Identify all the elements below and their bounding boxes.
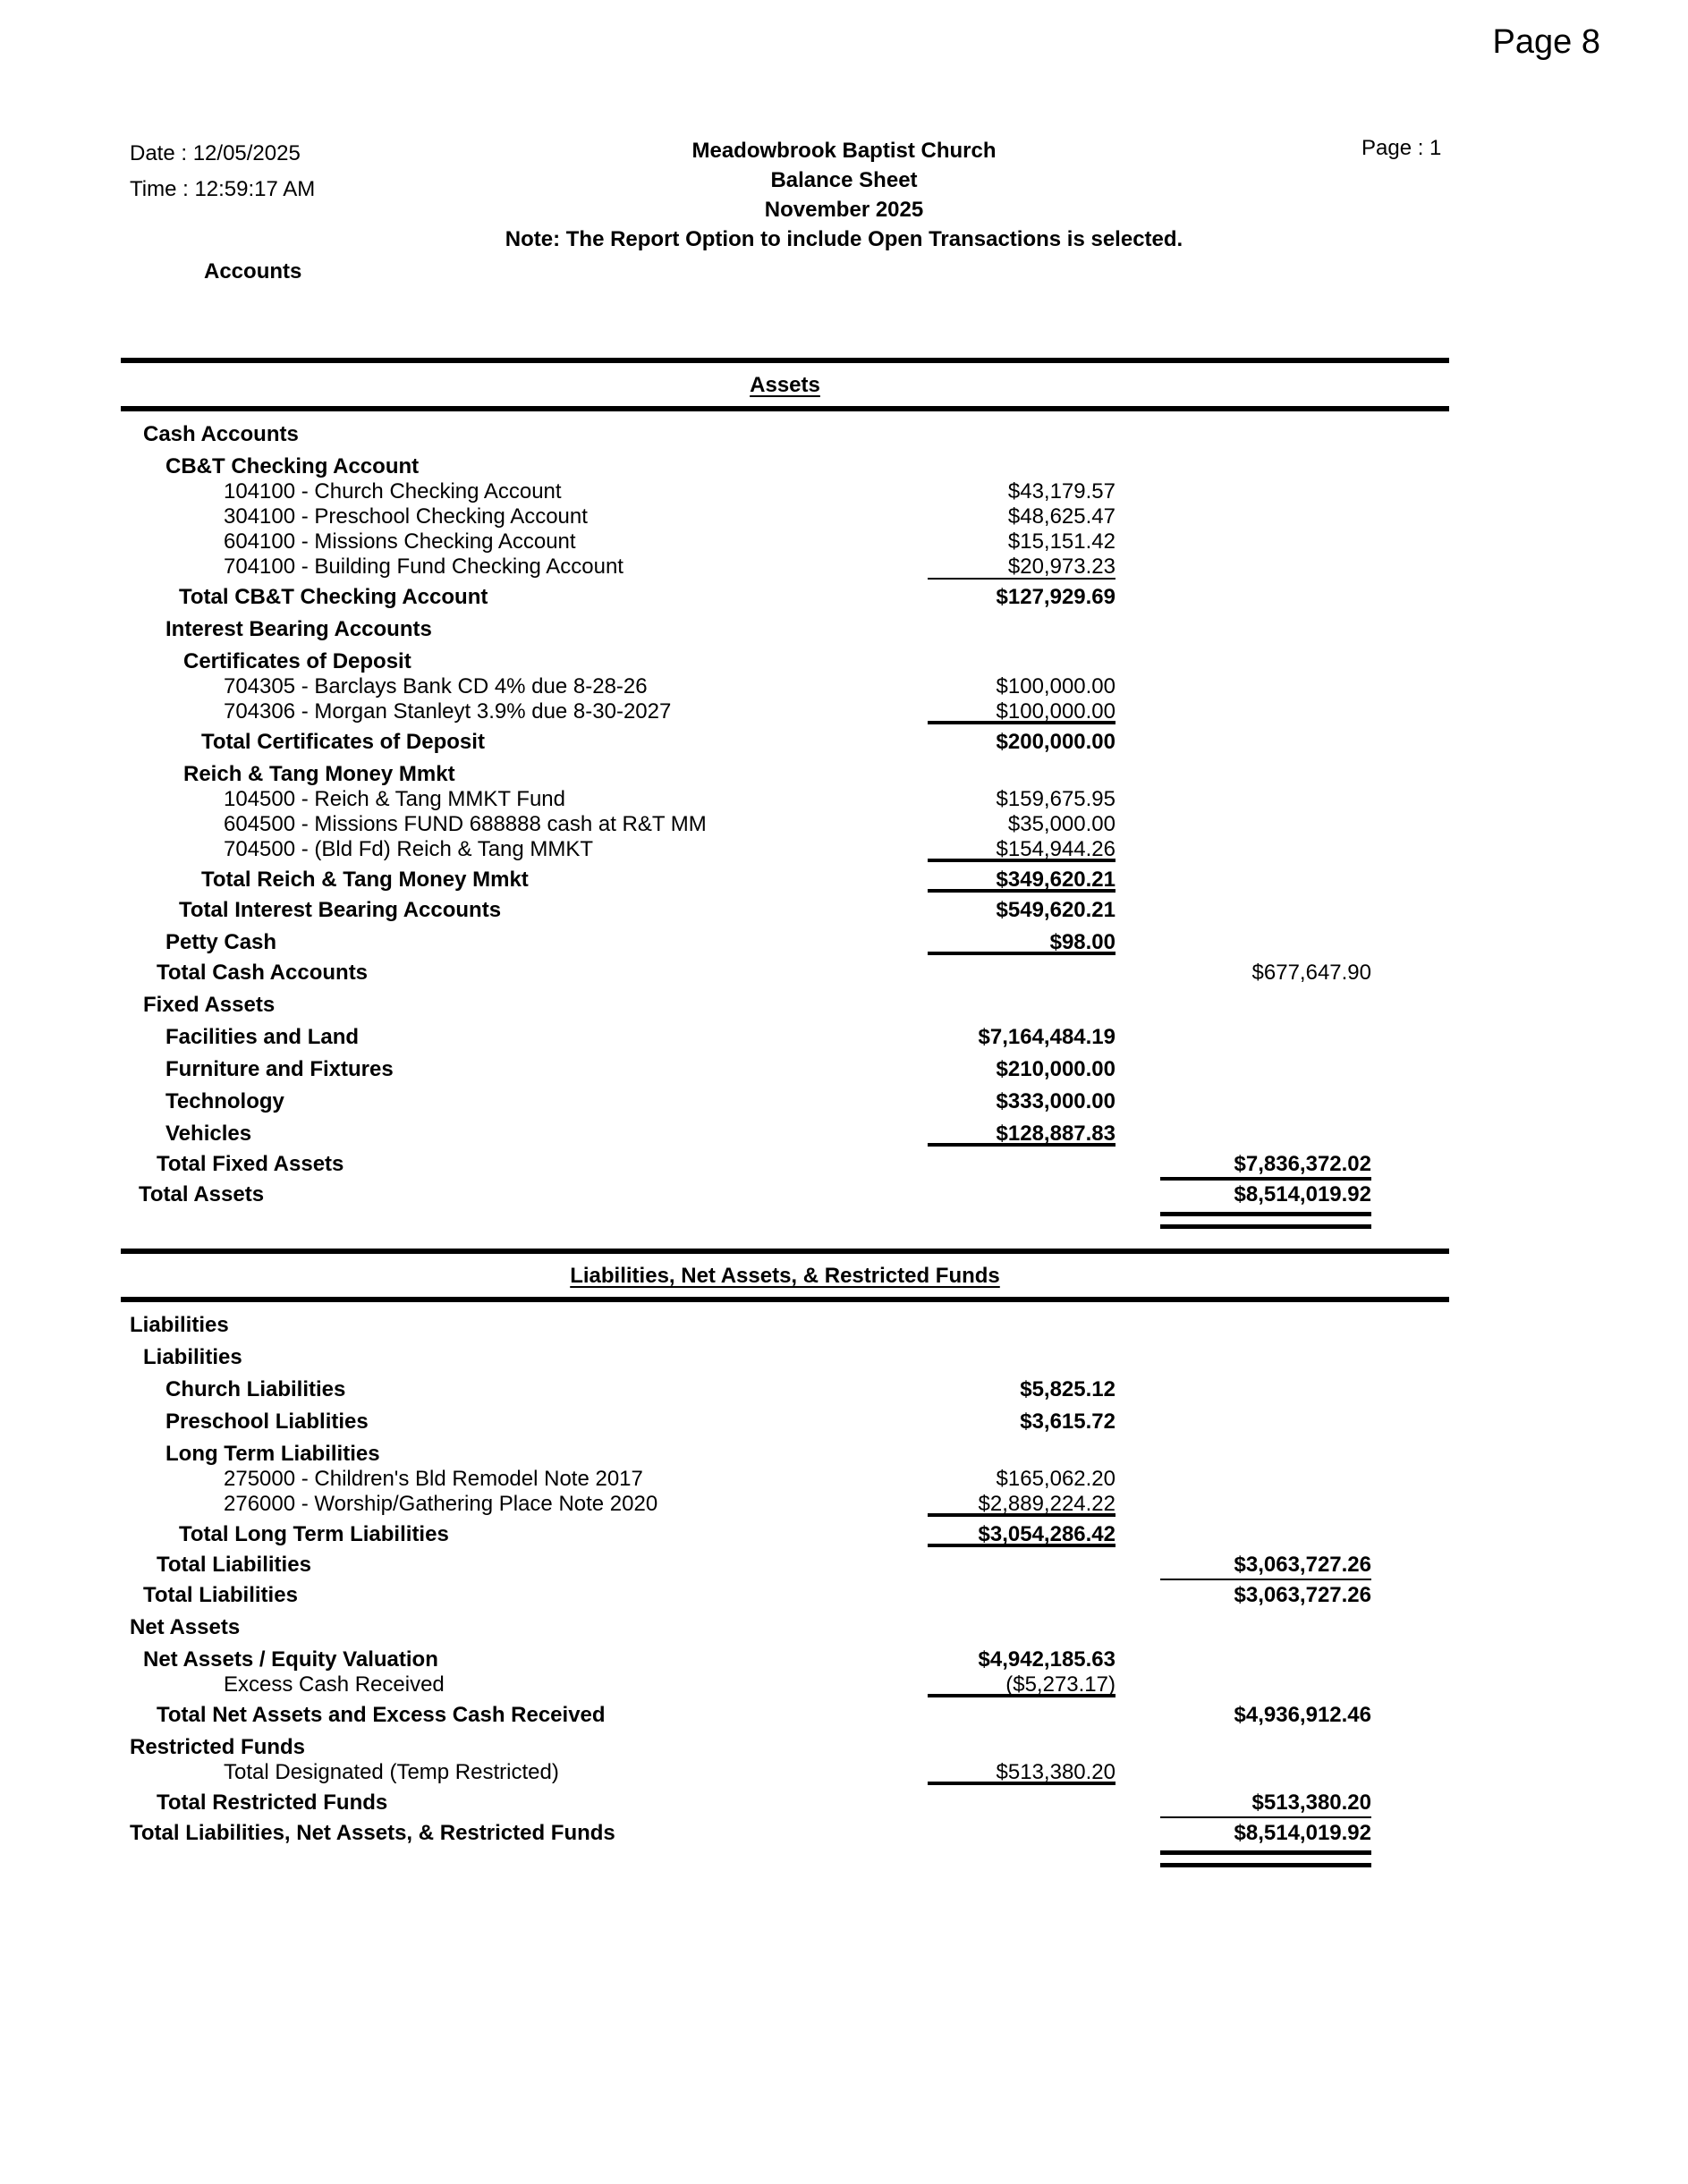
row-label: 275000 - Children's Bld Remodel Note 2017: [224, 1467, 643, 1491]
account-row: [121, 787, 1371, 812]
account-row: [121, 1313, 1371, 1338]
account-row: [121, 1122, 1371, 1147]
row-label: 276000 - Worship/Gathering Place Note 2020: [224, 1492, 658, 1516]
account-row: [121, 1790, 1371, 1816]
assets-section-rows: [121, 422, 1449, 1207]
row-amount-a2: [1115, 930, 1371, 955]
row-label: 704305 - Barclays Bank CD 4% due 8-28-26: [224, 674, 648, 698]
row-amount-a2: [1115, 504, 1371, 529]
row-label: Total Restricted Funds: [157, 1790, 388, 1815]
row-amount-a1: $7,164,484.19: [978, 1025, 1115, 1049]
row-label: Reich & Tang Money Mmkt: [183, 762, 455, 786]
row-amount-a1: $3,615.72: [1020, 1409, 1115, 1434]
account-row: [121, 1821, 1371, 1846]
row-label: Excess Cash Received: [224, 1672, 445, 1697]
row-amount-a1: $349,620.21: [928, 868, 1115, 893]
account-row: [121, 1672, 1371, 1697]
row-amount-a1: [928, 1442, 1115, 1467]
row-amount-a1: [928, 1553, 1115, 1578]
report-period: November 2025: [764, 198, 924, 222]
row-amount-a2: [1115, 898, 1371, 923]
page-number-label: Page : 1: [1361, 136, 1442, 160]
row-label: 304100 - Preschool Checking Account: [224, 504, 588, 529]
row-amount-a2: [1115, 1760, 1371, 1785]
row-label: 704500 - (Bld Fd) Reich & Tang MMKT: [224, 837, 594, 861]
account-row: [121, 1735, 1371, 1760]
row-amount-a1: $3,054,286.42: [928, 1522, 1115, 1547]
account-row: [121, 762, 1371, 787]
row-amount-a1: $154,944.26: [928, 837, 1115, 862]
row-amount-a2: [1115, 1467, 1371, 1492]
row-label: Total Liabilities: [143, 1583, 298, 1607]
row-amount-a1: $159,675.95: [996, 787, 1115, 811]
row-amount-a1: $35,000.00: [1007, 812, 1115, 836]
row-amount-a2: [1115, 1313, 1371, 1338]
row-label: Vehicles: [165, 1122, 252, 1146]
account-row: [121, 1615, 1371, 1640]
account-row: [121, 1057, 1371, 1082]
row-amount-a1: $15,151.42: [1007, 529, 1115, 554]
row-amount-a1: $513,380.20: [928, 1760, 1115, 1785]
row-amount-a1: $100,000.00: [928, 699, 1115, 724]
row-amount-a2: [1115, 868, 1371, 893]
accounts-label: Accounts: [204, 259, 302, 284]
row-amount-a1: [928, 1182, 1115, 1207]
row-label: Net Assets / Equity Valuation: [143, 1647, 438, 1672]
row-amount-a1: [928, 961, 1115, 986]
row-amount-a2: [1115, 479, 1371, 504]
account-row: [121, 1152, 1371, 1177]
row-amount-a1: [928, 1735, 1115, 1760]
row-amount-a1: $5,825.12: [1020, 1377, 1115, 1401]
row-amount-a2: [1115, 1089, 1371, 1114]
row-amount-a1: [928, 617, 1115, 642]
row-amount-a1: $2,889,224.22: [928, 1492, 1115, 1517]
row-label: 704100 - Building Fund Checking Account: [224, 554, 623, 579]
account-row: [121, 674, 1371, 699]
row-amount-a2: [1115, 1735, 1371, 1760]
account-row: [121, 1442, 1371, 1467]
row-amount-a1: [928, 649, 1115, 674]
account-row: [121, 1760, 1371, 1785]
account-row: [121, 898, 1371, 923]
account-row: [121, 837, 1371, 862]
row-amount-a1: $210,000.00: [996, 1057, 1115, 1081]
row-amount-a2: [1115, 554, 1371, 580]
row-label: Restricted Funds: [130, 1735, 306, 1759]
account-row: [121, 1467, 1371, 1492]
account-row: [121, 617, 1371, 642]
row-amount-a1: ($5,273.17): [928, 1672, 1115, 1697]
row-label: 604100 - Missions Checking Account: [224, 529, 576, 554]
row-amount-a2: [1115, 837, 1371, 862]
row-amount-a1: $333,000.00: [996, 1089, 1115, 1113]
assets-section-banner: [121, 358, 1449, 411]
account-row: [121, 1492, 1371, 1517]
row-label: Total Liabilities: [157, 1553, 311, 1577]
row-label: 104100 - Church Checking Account: [224, 479, 562, 504]
row-label: Total Long Term Liabilities: [179, 1522, 449, 1546]
row-label: 104500 - Reich & Tang MMKT Fund: [224, 787, 565, 811]
account-row: [121, 585, 1371, 610]
row-amount-a2: [1115, 1492, 1371, 1517]
row-amount-a2: [1115, 617, 1371, 642]
row-amount-a2: [1115, 787, 1371, 812]
row-label: CB&T Checking Account: [165, 454, 420, 478]
row-label: Total Net Assets and Excess Cash Received: [157, 1703, 606, 1727]
account-row: [121, 868, 1371, 893]
row-amount-a2: [1115, 1442, 1371, 1467]
row-amount-a1: [928, 1615, 1115, 1640]
row-amount-a2: [1115, 762, 1371, 787]
row-amount-a2: [1115, 674, 1371, 699]
account-row: [121, 730, 1371, 755]
row-label: Facilities and Land: [165, 1025, 360, 1049]
row-amount-a2: [1115, 529, 1371, 554]
row-label: Preschool Liablities: [165, 1409, 369, 1434]
liabilities-section-banner: [121, 1249, 1449, 1302]
row-amount-a1: $4,942,185.63: [978, 1647, 1115, 1672]
row-amount-a2: [1115, 993, 1371, 1018]
account-row: [121, 479, 1371, 504]
account-row: [121, 930, 1371, 955]
report-note: Note: The Report Option to include Open Transactions is selected.: [505, 227, 1183, 251]
row-amount-a2: [1115, 1345, 1371, 1370]
row-amount-a1: [928, 1790, 1115, 1816]
row-label: Church Liabilities: [165, 1377, 346, 1401]
row-amount-a1: $165,062.20: [996, 1467, 1115, 1491]
account-row: [121, 454, 1371, 479]
row-label: Total Designated (Temp Restricted): [224, 1760, 559, 1784]
row-label: 704306 - Morgan Stanleyt 3.9% due 8-30-2027: [224, 699, 672, 724]
row-label: Long Term Liabilities: [165, 1442, 380, 1466]
row-amount-a2: [1115, 1377, 1371, 1402]
row-amount-a2: [1115, 585, 1371, 610]
row-amount-a1: $98.00: [928, 930, 1115, 955]
row-amount-a1: [928, 1152, 1115, 1177]
row-amount-a1: $200,000.00: [996, 730, 1115, 754]
row-amount-a1: [928, 454, 1115, 479]
corner-page-number: Page 8: [1492, 23, 1600, 61]
account-row: [121, 504, 1371, 529]
row-amount-a2: $8,514,019.92: [1115, 1182, 1371, 1207]
row-label: Fixed Assets: [143, 993, 276, 1017]
row-amount-a1: [928, 422, 1115, 447]
account-row: [121, 1182, 1371, 1207]
account-row: [121, 1553, 1371, 1578]
row-label: Interest Bearing Accounts: [165, 617, 432, 641]
account-row: [121, 1583, 1371, 1608]
row-amount-a2: [1115, 1522, 1371, 1547]
row-label: Total Liabilities, Net Assets, & Restricted Funds: [130, 1821, 615, 1845]
row-label: Total CB&T Checking Account: [179, 585, 488, 609]
row-amount-a2: [1115, 649, 1371, 674]
liabilities-section-rows: [121, 1313, 1449, 1846]
row-amount-a2: [1115, 1409, 1371, 1435]
row-amount-a2: $3,063,727.26: [1234, 1583, 1371, 1607]
row-amount-a1: $549,620.21: [996, 898, 1115, 922]
row-label: Cash Accounts: [143, 422, 299, 446]
row-amount-a1: [928, 1703, 1115, 1728]
liabilities-section-title: Liabilities, Net Assets, & Restricted Funds: [570, 1264, 1000, 1288]
assets-section-title: Assets: [750, 373, 820, 397]
account-row: [121, 961, 1371, 986]
account-row: [121, 699, 1371, 724]
row-label: Liabilities: [130, 1313, 229, 1337]
row-label: Technology: [165, 1089, 284, 1113]
row-amount-a2: $3,063,727.26: [1115, 1553, 1371, 1578]
row-amount-a2: [1115, 812, 1371, 837]
row-amount-a2: $4,936,912.46: [1234, 1703, 1371, 1727]
row-amount-a2: [1115, 699, 1371, 724]
row-amount-a1: $128,887.83: [928, 1122, 1115, 1147]
row-amount-a2: $513,380.20: [1115, 1790, 1371, 1816]
row-label: Total Reich & Tang Money Mmkt: [201, 868, 529, 892]
row-label: Petty Cash: [165, 930, 277, 954]
report-title: Balance Sheet: [770, 168, 918, 192]
row-amount-a2: [1115, 1647, 1371, 1672]
row-label: Total Assets: [139, 1182, 265, 1206]
row-label: Furniture and Fixtures: [165, 1057, 394, 1081]
row-amount-a1: $127,929.69: [996, 585, 1115, 609]
row-amount-a1: [928, 1821, 1115, 1846]
account-row: [121, 649, 1371, 674]
account-row: [121, 554, 1371, 580]
row-amount-a1: $100,000.00: [996, 674, 1115, 698]
row-amount-a2: [1115, 454, 1371, 479]
row-amount-a2: $677,647.90: [1251, 961, 1371, 985]
row-label: Total Interest Bearing Accounts: [179, 898, 502, 922]
report-time: Time : 12:59:17 AM: [130, 177, 316, 201]
row-label: Total Fixed Assets: [157, 1152, 344, 1176]
row-amount-a2: $8,514,019.92: [1115, 1821, 1371, 1846]
account-row: [121, 1089, 1371, 1114]
report-body: [121, 358, 1449, 1846]
account-row: [121, 422, 1371, 447]
account-row: [121, 1522, 1371, 1547]
account-row: [121, 1647, 1371, 1672]
row-amount-a1: $20,973.23: [928, 554, 1115, 580]
row-label: 604500 - Missions FUND 688888 cash at R&T MM: [224, 812, 707, 836]
row-amount-a2: [1115, 730, 1371, 755]
account-row: [121, 1703, 1371, 1728]
account-row: [121, 993, 1371, 1018]
row-amount-a2: [1115, 1122, 1371, 1147]
account-row: [121, 1025, 1371, 1050]
row-label: Total Cash Accounts: [157, 961, 369, 985]
row-amount-a1: $48,625.47: [1007, 504, 1115, 529]
account-row: [121, 1377, 1371, 1402]
row-amount-a2: [1115, 1615, 1371, 1640]
row-label: Net Assets: [130, 1615, 241, 1639]
row-amount-a1: [928, 1313, 1115, 1338]
row-amount-a1: $43,179.57: [1007, 479, 1115, 504]
row-label: Liabilities: [143, 1345, 242, 1369]
row-amount-a1: [928, 1583, 1115, 1608]
row-amount-a2: [1115, 422, 1371, 447]
row-amount-a2: [1115, 1057, 1371, 1082]
row-amount-a2: $7,836,372.02: [1115, 1152, 1371, 1177]
account-row: [121, 1409, 1371, 1435]
row-amount-a1: [928, 993, 1115, 1018]
row-amount-a2: [1115, 1025, 1371, 1050]
account-row: [121, 812, 1371, 837]
org-name: Meadowbrook Baptist Church: [691, 139, 997, 163]
account-row: [121, 529, 1371, 554]
row-label: Certificates of Deposit: [183, 649, 411, 673]
report-date: Date : 12/05/2025: [130, 141, 301, 165]
row-amount-a1: [928, 762, 1115, 787]
row-label: Total Certificates of Deposit: [201, 730, 485, 754]
row-amount-a2: [1115, 1672, 1371, 1697]
row-amount-a1: [928, 1345, 1115, 1370]
account-row: [121, 1345, 1371, 1370]
